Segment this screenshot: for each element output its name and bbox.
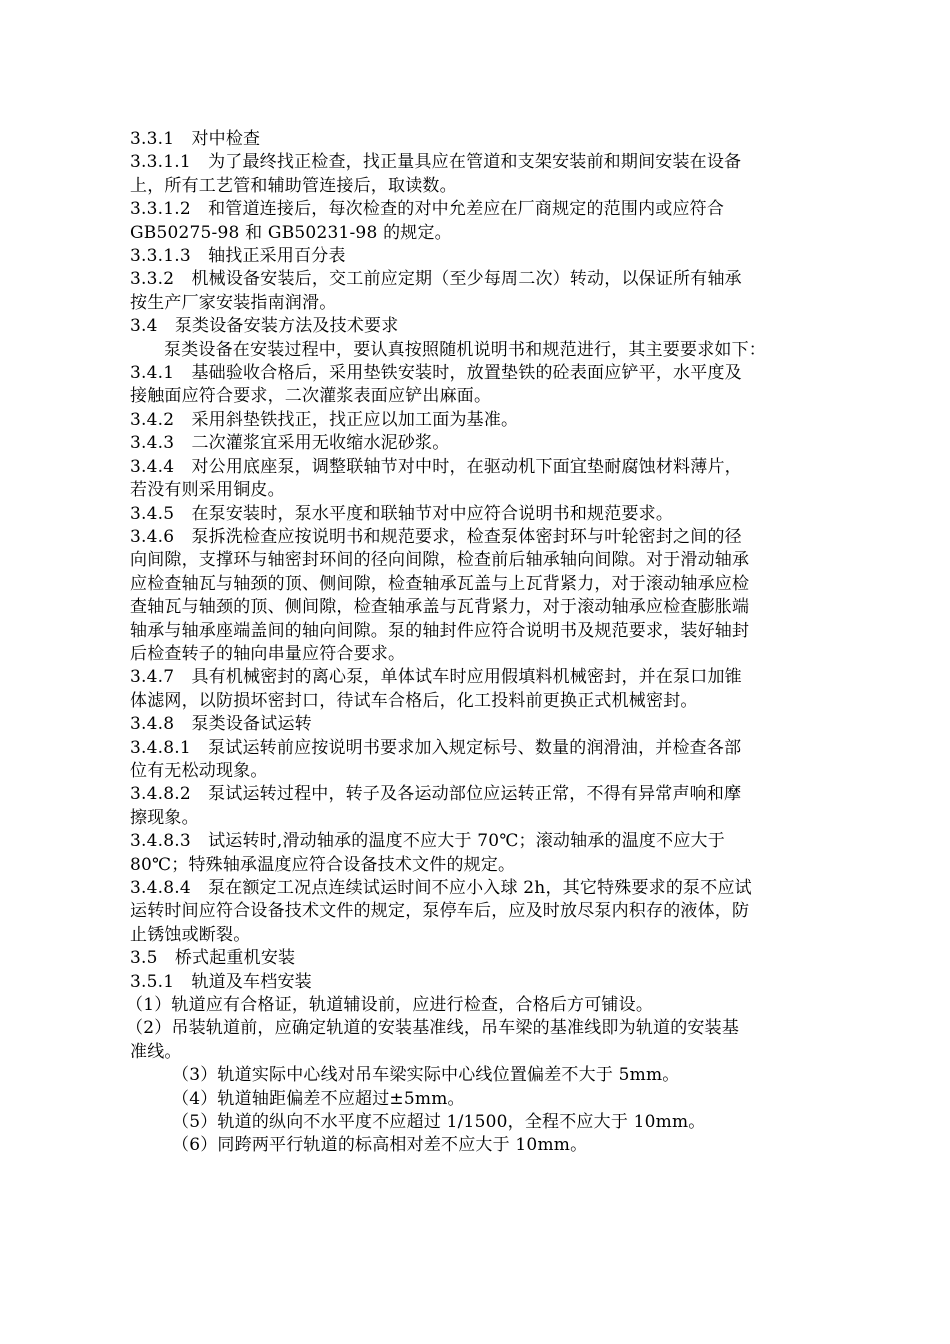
text-line: 轴承与轴承座端盖间的轴向间隙。泵的轴封件应符合说明书及规范要求，装好轴封	[130, 620, 750, 641]
text-line: 查轴瓦与轴颈的顶、侧间隙，检查轴承盖与瓦背紧力，对于滚动轴承应检查膨胀端	[130, 597, 750, 618]
text-line: 3.4.6 泵拆洗检查应按说明书和规范要求，检查泵体密封环与叶轮密封之间的径	[130, 526, 742, 547]
list-item: （4）轨道轴距偏差不应超过±5mm。	[172, 1088, 465, 1109]
list-item: （2）吊装轨道前，应确定轨道的安装基准线，吊车梁的基准线即为轨道的安装基	[126, 1018, 740, 1039]
text-line: GB50275-98 和 GB50231-98 的规定。	[130, 222, 452, 243]
text-line: 应检查轴瓦与轴颈的顶、侧间隙，检查轴承瓦盖与上瓦背紧力，对于滚动轴承应检	[130, 573, 750, 594]
text-line: 3.4.8.4 泵在额定工况点连续试运时间不应小入球 2h，其它特殊要求的泵不应试	[130, 878, 752, 898]
text-line: 准线。	[130, 1041, 182, 1062]
text-line: 止锈蚀或断裂。	[130, 924, 251, 945]
text-line: 按生产厂家安装指南润滑。	[130, 292, 337, 313]
heading-3-4-8: 3.4.8 泵类设备试运转	[130, 714, 312, 735]
text-line: 3.4.3 二次灌浆宜采用无收缩水泥砂浆。	[130, 433, 450, 454]
text-line: 擦现象。	[130, 807, 199, 828]
text-line: 3.3.1.1 为了最终找正检查，找正量具应在管道和支架安装前和期间安装在设备	[130, 152, 742, 173]
text-line: 3.3.2 机械设备安装后，交工前应定期（至少每周二次）转动，以保证所有轴承	[130, 269, 742, 290]
list-item: （3）轨道实际中心线对吊车梁实际中心线位置偏差不大于 5mm。	[172, 1065, 680, 1086]
heading-3-5: 3.5 桥式起重机安装	[130, 948, 296, 969]
text-line: 3.4.1 基础验收合格后，采用垫铁安装时，放置垫铁的砼表面应铲平，水平度及	[130, 363, 742, 384]
text-line: 3.4.8.1 泵试运转前应按说明书要求加入规定标号、数量的润滑油，并检查各部	[130, 737, 742, 758]
text-line: 体滤网，以防损坏密封口，待试车合格后，化工投料前更换正式机械密封。	[130, 690, 698, 711]
text-line: 3.4.8.2 泵试运转过程中，转子及各运动部位应运转正常，不得有异常声响和摩	[130, 784, 742, 805]
heading-3-5-1: 3.5.1 轨道及车档安装	[130, 971, 312, 992]
text-line: 向间隙，支撑环与轴密封环间的径向间隙，检查前后轴承轴向间隙。对于滑动轴承	[130, 550, 750, 571]
list-item: （5）轨道的纵向不水平度不应超过 1/1500，全程不应大于 10mm。	[172, 1112, 706, 1133]
text-line: 上，所有工艺管和辅助管连接后，取读数。	[130, 175, 457, 196]
text-line: 3.4.7 具有机械密封的离心泵，单体试车时应用假填料机械密封，并在泵口加锥	[130, 667, 742, 688]
list-item: （6）同跨两平行轨道的标高相对差不应大于 10mm。	[172, 1135, 588, 1156]
text-line: 位有无松动现象。	[130, 760, 268, 781]
text-line: 3.4.4 对公用底座泵，调整联轴节对中时，在驱动机下面宜垫耐腐蚀材料薄片，	[130, 456, 742, 477]
text-line: 3.3.1.3 轴找正采用百分表	[130, 246, 346, 267]
text-line: 80℃；特殊轴承温度应符合设备技术文件的规定。	[130, 854, 516, 875]
text-line: 接触面应符合要求，二次灌浆表面应铲出麻面。	[130, 386, 492, 407]
text-line: 运转时间应符合设备技术文件的规定，泵停车后，应及时放尽泵内积存的液体，防	[130, 901, 750, 922]
list-item: （1）轨道应有合格证，轨道辅设前，应进行检查，合格后方可铺设。	[126, 995, 654, 1016]
heading-3-3-1: 3.3.1 对中检查	[130, 129, 261, 149]
heading-3-4: 3.4 泵类设备安装方法及技术要求	[130, 316, 399, 337]
text-line: 3.4.5 在泵安装时，泵水平度和联轴节对中应符合说明书和规范要求。	[130, 503, 674, 524]
text-line: 3.3.1.2 和管道连接后，每次检查的对中允差应在厂商规定的范围内或应符合	[130, 199, 725, 220]
text-line: 若没有则采用铜皮。	[130, 480, 285, 501]
document-body	[126, 128, 830, 1158]
intro-paragraph: 泵类设备在安装过程中，要认真按照随机说明书和规范进行，其主要要求如下：	[164, 339, 766, 360]
text-line: 后检查转子的轴向串量应符合要求。	[130, 643, 406, 664]
text-line: 3.4.2 采用斜垫铁找正，找正应以加工面为基准。	[130, 409, 519, 430]
text-line: 3.4.8.3 试运转时,滑动轴承的温度不应大于 70℃；滚动轴承的温度不应大于	[130, 831, 725, 852]
